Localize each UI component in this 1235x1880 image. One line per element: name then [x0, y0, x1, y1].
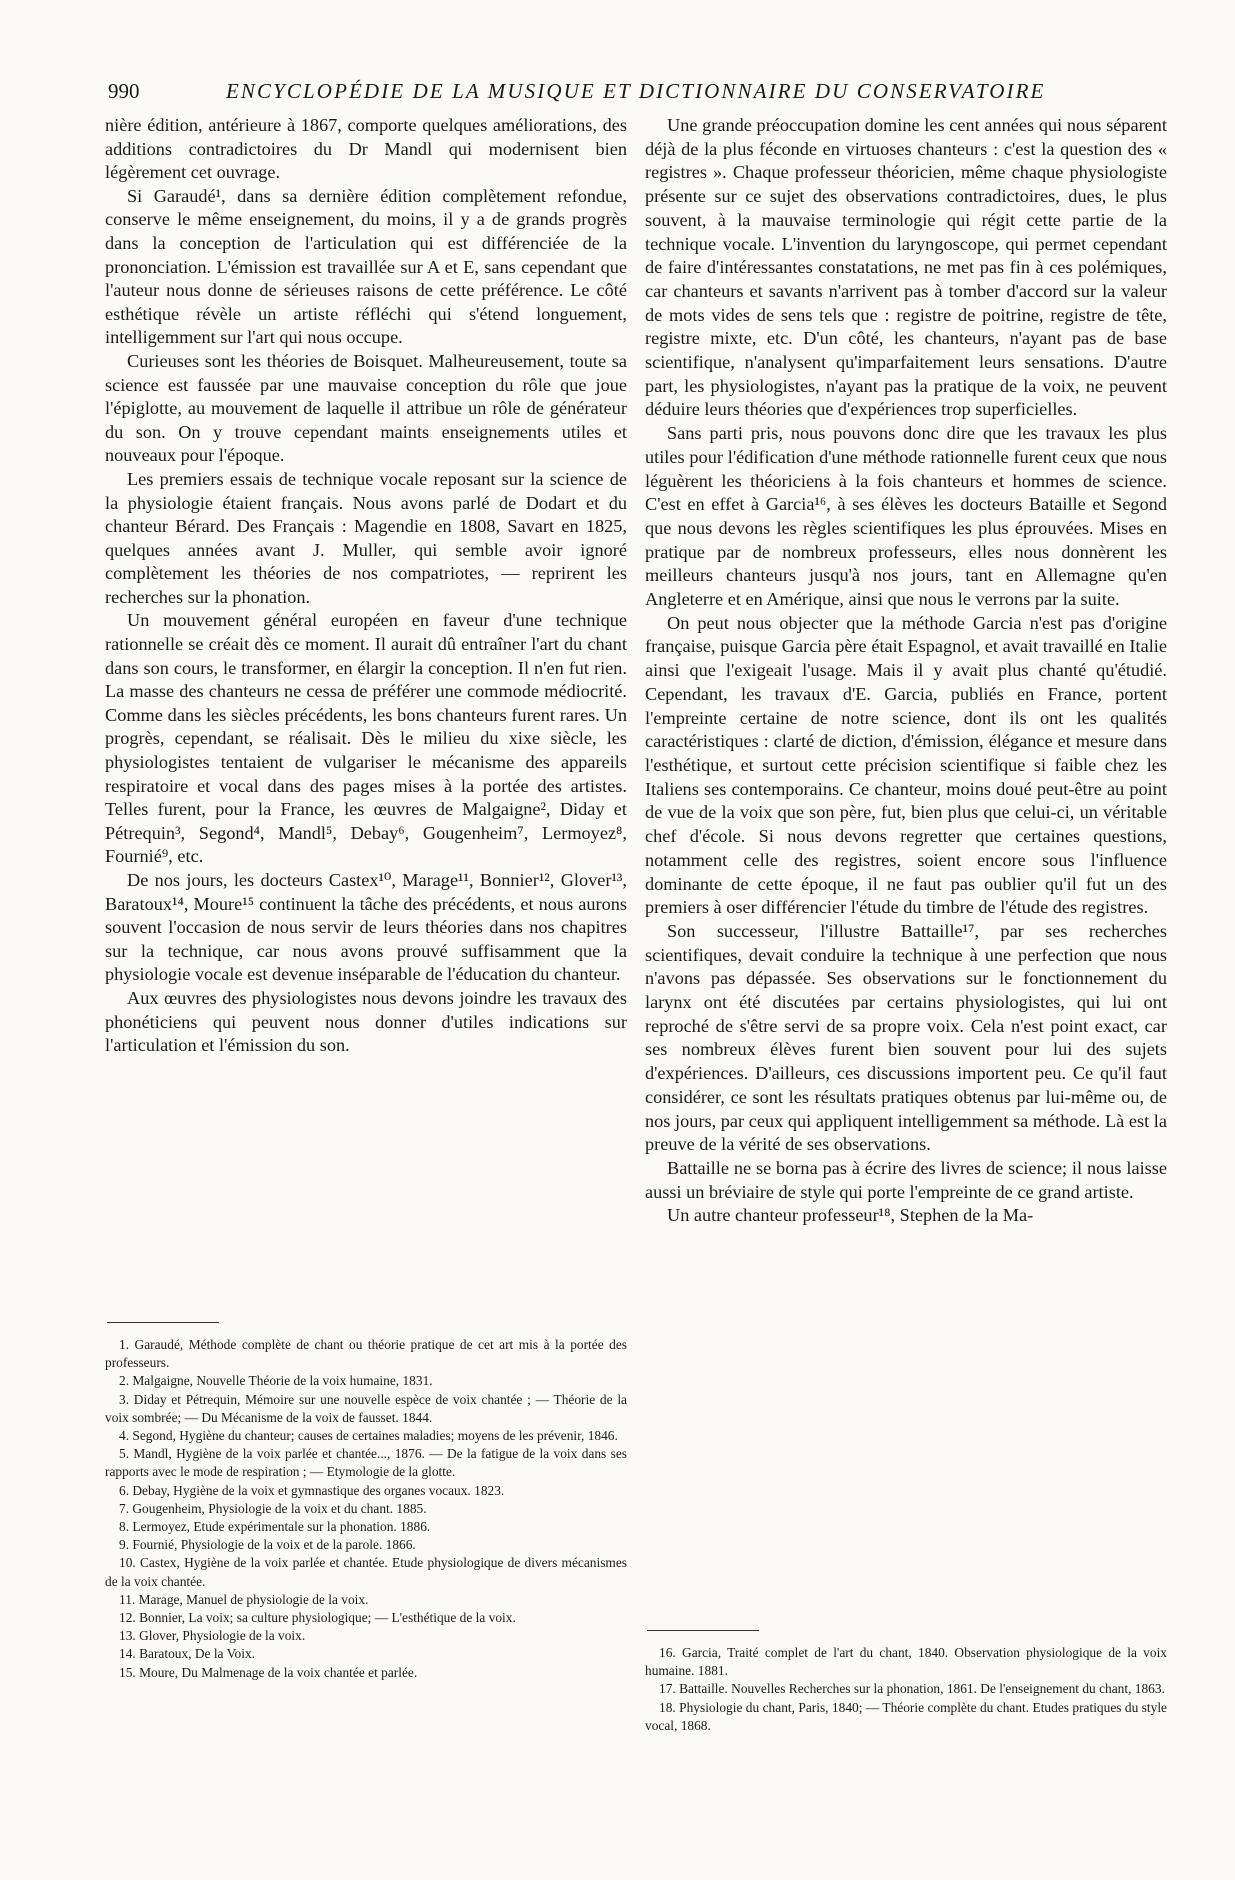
- paragraph: Sans parti pris, nous pouvons donc dire que les travaux les plus utiles pour l'édification d'une méthode rationnelle furent ceux que nous léguèrent les théoriciens à la fois chanteurs et hommes de science. C'est en effet à Garcia¹⁶, à ses élèves les docteurs Bataille et Segond que nous devons les règles scientifiques les plus éprouvées. Mises en pratique par de nombreux professeurs, elles nous donnèrent les meilleurs chanteurs jusqu'à nos jours, tant en Allemagne qu'en Angleterre et en Amérique, ainsi que nous le verrons par la suite.: [645, 423, 1167, 610]
- paragraph: On peut nous objecter que la méthode Garcia n'est pas d'origine française, puisque Garcia père était Espagnol, et avait travaillé en Italie ainsi que l'exigeait l'usage. Mais il y avait plus chanté qu'étudié. Cependant, les travaux d'E. Garcia, publiés en France, portent l'empreinte certaine de notre science, dont ils ont les qualités caractéristiques : clarté de diction, d'émission, élégance et mesure dans l'esthétique, et surtout cette précision scientifique si faible chez les Italiens ses contemporains. Ce chanteur, moins doué peut-être au point de vue de la voix que son père, fut, bien plus que celui-ci, un véritable chef d'école. Si nous devons regretter que certaines questions, notamment celle des registres, soient encore sous l'influence dominante de cette époque, il ne faut pas oublier qu'il fut un des premiers à oser différencier l'étude du timbre de l'étude des registres.: [645, 612, 1167, 918]
- paragraph: Aux œuvres des physiologistes nous devons joindre les travaux des phonéticiens qui peuvent nous donner d'utiles indications sur l'articulation et l'émission du son.: [105, 987, 627, 1056]
- running-title: ENCYCLOPÉDIE DE LA MUSIQUE ET DICTIONNAIRE DU CONSERVATOIRE: [226, 79, 1046, 103]
- footnotes-right: [645, 1644, 1167, 1735]
- footnote: 13. Glover, Physiologie de la voix.: [119, 1628, 306, 1644]
- paragraph: Battaille ne se borna pas à écrire des livres de science; il nous laisse aussi un bréviaire de style qui porte l'empreinte de ce grand artiste.: [645, 1157, 1167, 1202]
- footnote-rule: [107, 1322, 219, 1323]
- footnote-rule: [647, 1630, 759, 1631]
- footnote: 18. Physiologie du chant, Paris, 1840; — Théorie complète du chant. Etudes pratiques du style vocal, 1868.: [645, 1699, 1167, 1733]
- footnote: 4. Segond, Hygiène du chanteur; causes de certaines maladies; moyens de les prévenir, 1846.: [119, 1428, 618, 1444]
- footnote: 10. Castex, Hygiène de la voix parlée et chantée. Etude physiologique de divers mécanismes de la voix chantée.: [105, 1555, 627, 1589]
- paragraph: Une grande préoccupation domine les cent années qui nous séparent déjà de la plus féconde en virtuoses chanteurs : c'est la question des « registres ». Chaque professeur théoricien, même chaque physiologiste présente sur ce sujet des observations contradictoires, dues, le plus souvent, à la mauvaise terminologie qui régit cette partie de la technique vocale. L'invention du laryngoscope, qui permet cependant de faire d'intéressantes constatations, ne met pas fin à ces polémiques, car chanteurs et savants n'arrivent pas à tomber d'accord sur la valeur de mots vides de sens tels que : registre de poitrine, registre de tête, registre mixte, etc. D'un côté, les chanteurs, n'ayant pas de base scientifique, n'analysent qu'imparfaitement leurs sensations. D'autre part, les physiologistes, n'ayant pas la pratique de la voix, ne peuvent déduire leurs théories que d'expériences trop superficielles.: [645, 115, 1167, 420]
- footnote: 12. Bonnier, La voix; sa culture physiologique; — L'esthétique de la voix.: [119, 1610, 516, 1626]
- paragraph: Son successeur, l'illustre Battaille¹⁷, par ses recherches scientifiques, devait conduire la technique à une perfection que nous n'avons pas dépassée. Ses observations sur le fonctionnement du larynx ont été discutées par certains physiologistes, qui lui ont reproché de s'être servi de sa propre voix. Cela n'est point exact, car ses nombreux élèves furent bien souvent pour lui des sujets d'expériences. D'ailleurs, ces discussions importent peu. Ce qu'il faut considérer, ce sont les résultats pratiques obtenus par lui-même ou, de nos jours, par ceux qui appliquent intelligemment sa méthode. Là est la preuve de la vérité de ses observations.: [645, 920, 1167, 1155]
- footnote: 14. Baratoux, De la Voix.: [119, 1646, 255, 1662]
- paragraph: De nos jours, les docteurs Castex¹⁰, Marage¹¹, Bonnier¹², Glover¹³, Baratoux¹⁴, Moure¹⁵ continuent la tâche des précédents, et nous aurons souvent l'occasion de nous servir de leurs théories dans nos chapitres sur la technique, car nous avons prouvé suffisamment que la physiologie vocale est devenue inséparable de l'éducation du chanteur.: [105, 870, 627, 985]
- paragraph: Les premiers essais de technique vocale reposant sur la science de la physiologie étaient français. Nous avons parlé de Dodart et du chanteur Bérard. Des Français : Magendie en 1808, Savart en 1825, quelques années avant J. Muller, qui semble avoir ignoré complètement les théories de nos compatriotes, — reprirent les recherches sur la phonation.: [105, 468, 627, 607]
- paragraph: nière édition, antérieure à 1867, comporte quelques améliorations, des additions contradictoires du Dr Mandl qui modernisent bien légèrement cet ouvrage.: [105, 115, 627, 183]
- paragraph: Un autre chanteur professeur¹⁸, Stephen de la Ma-: [667, 1205, 1034, 1226]
- footnote: 6. Debay, Hygiène de la voix et gymnastique des organes vocaux. 1823.: [119, 1482, 505, 1498]
- page-number: 990: [108, 79, 140, 103]
- left-column: [105, 114, 627, 1058]
- footnote: 2. Malgaigne, Nouvelle Théorie de la voix humaine, 1831.: [119, 1373, 433, 1389]
- paragraph: Curieuses sont les théories de Boisquet. Malheureusement, toute sa science est faussée par une mauvaise conception du rôle que joue l'épiglotte, au mouvement de laquelle il attribue un rôle de générateur du son. On y trouve cependant maints enseignements utiles et nouveaux pour l'époque.: [105, 350, 627, 466]
- right-column: [645, 114, 1167, 1228]
- footnotes-left: [105, 1336, 627, 1682]
- footnote: 16. Garcia, Traité complet de l'art du chant, 1840. Observation physiologique de la voix humaine. 1881.: [645, 1645, 1167, 1679]
- footnote: 1. Garaudé, Méthode complète de chant ou théorie pratique de cet art mis à la portée des professeurs.: [105, 1337, 627, 1371]
- footnote: 9. Fournié, Physiologie de la voix et de la parole. 1866.: [119, 1537, 416, 1553]
- footnote: 7. Gougenheim, Physiologie de la voix et du chant. 1885.: [119, 1500, 427, 1516]
- page-header: [108, 78, 1108, 104]
- footnote: 5. Mandl, Hygiène de la voix parlée et chantée..., 1876. — De la fatigue de la voix dans ses rapports avec le mode de respiration ; — Etymologie de la glotte.: [105, 1446, 627, 1480]
- footnote: 17. Battaille. Nouvelles Recherches sur la phonation, 1861. De l'enseignement du chant, 1863.: [659, 1681, 1165, 1697]
- footnote: 11. Marage, Manuel de physiologie de la voix.: [119, 1591, 369, 1607]
- footnote: 3. Diday et Pétrequin, Mémoire sur une nouvelle espèce de voix chantée ; — Théorie de la voix sombrée; — Du Mécanisme de la voix de fausset. 1844.: [105, 1391, 627, 1425]
- footnote: 8. Lermoyez, Etude expérimentale sur la phonation. 1886.: [119, 1519, 431, 1535]
- paragraph: Un mouvement général européen en faveur d'une technique rationnelle se créait dès ce moment. Il aurait dû entraîner l'art du chant dans son cours, le transformer, en élargir la conception. Il n'en fut rien. La masse des chanteurs ne cessa de préférer une commode médiocrité. Comme dans les siècles précédents, les bons chanteurs furent rares. Un progrès, cependant, se réalisait. Dès le milieu du xixe siècle, les physiologistes tentaient de vulgariser le mécanisme des appareils respiratoire et vocal dans des pages mises à la portée des artistes. Telles furent, pour la France, les œuvres de Malgaigne², Diday et Pétrequin³, Segond⁴, Mandl⁵, Debay⁶, Gougenheim⁷, Lermoyez⁸, Fournié⁹, etc.: [105, 610, 627, 867]
- paragraph: Si Garaudé¹, dans sa dernière édition complètement refondue, conserve le même enseignement, du moins, il y a de grands progrès dans la conception de l'articulation qui est différenciée de la prononciation. L'émission est travaillée sur A et E, sans cependant que l'auteur nous donne de sérieuses raisons de cette préférence. Le côté esthétique révèle un artiste réfléchi qui s'étend longuement, intelligemment sur l'art qui nous occupe.: [105, 185, 627, 348]
- footnote: 15. Moure, Du Malmenage de la voix chantée et parlée.: [119, 1664, 418, 1680]
